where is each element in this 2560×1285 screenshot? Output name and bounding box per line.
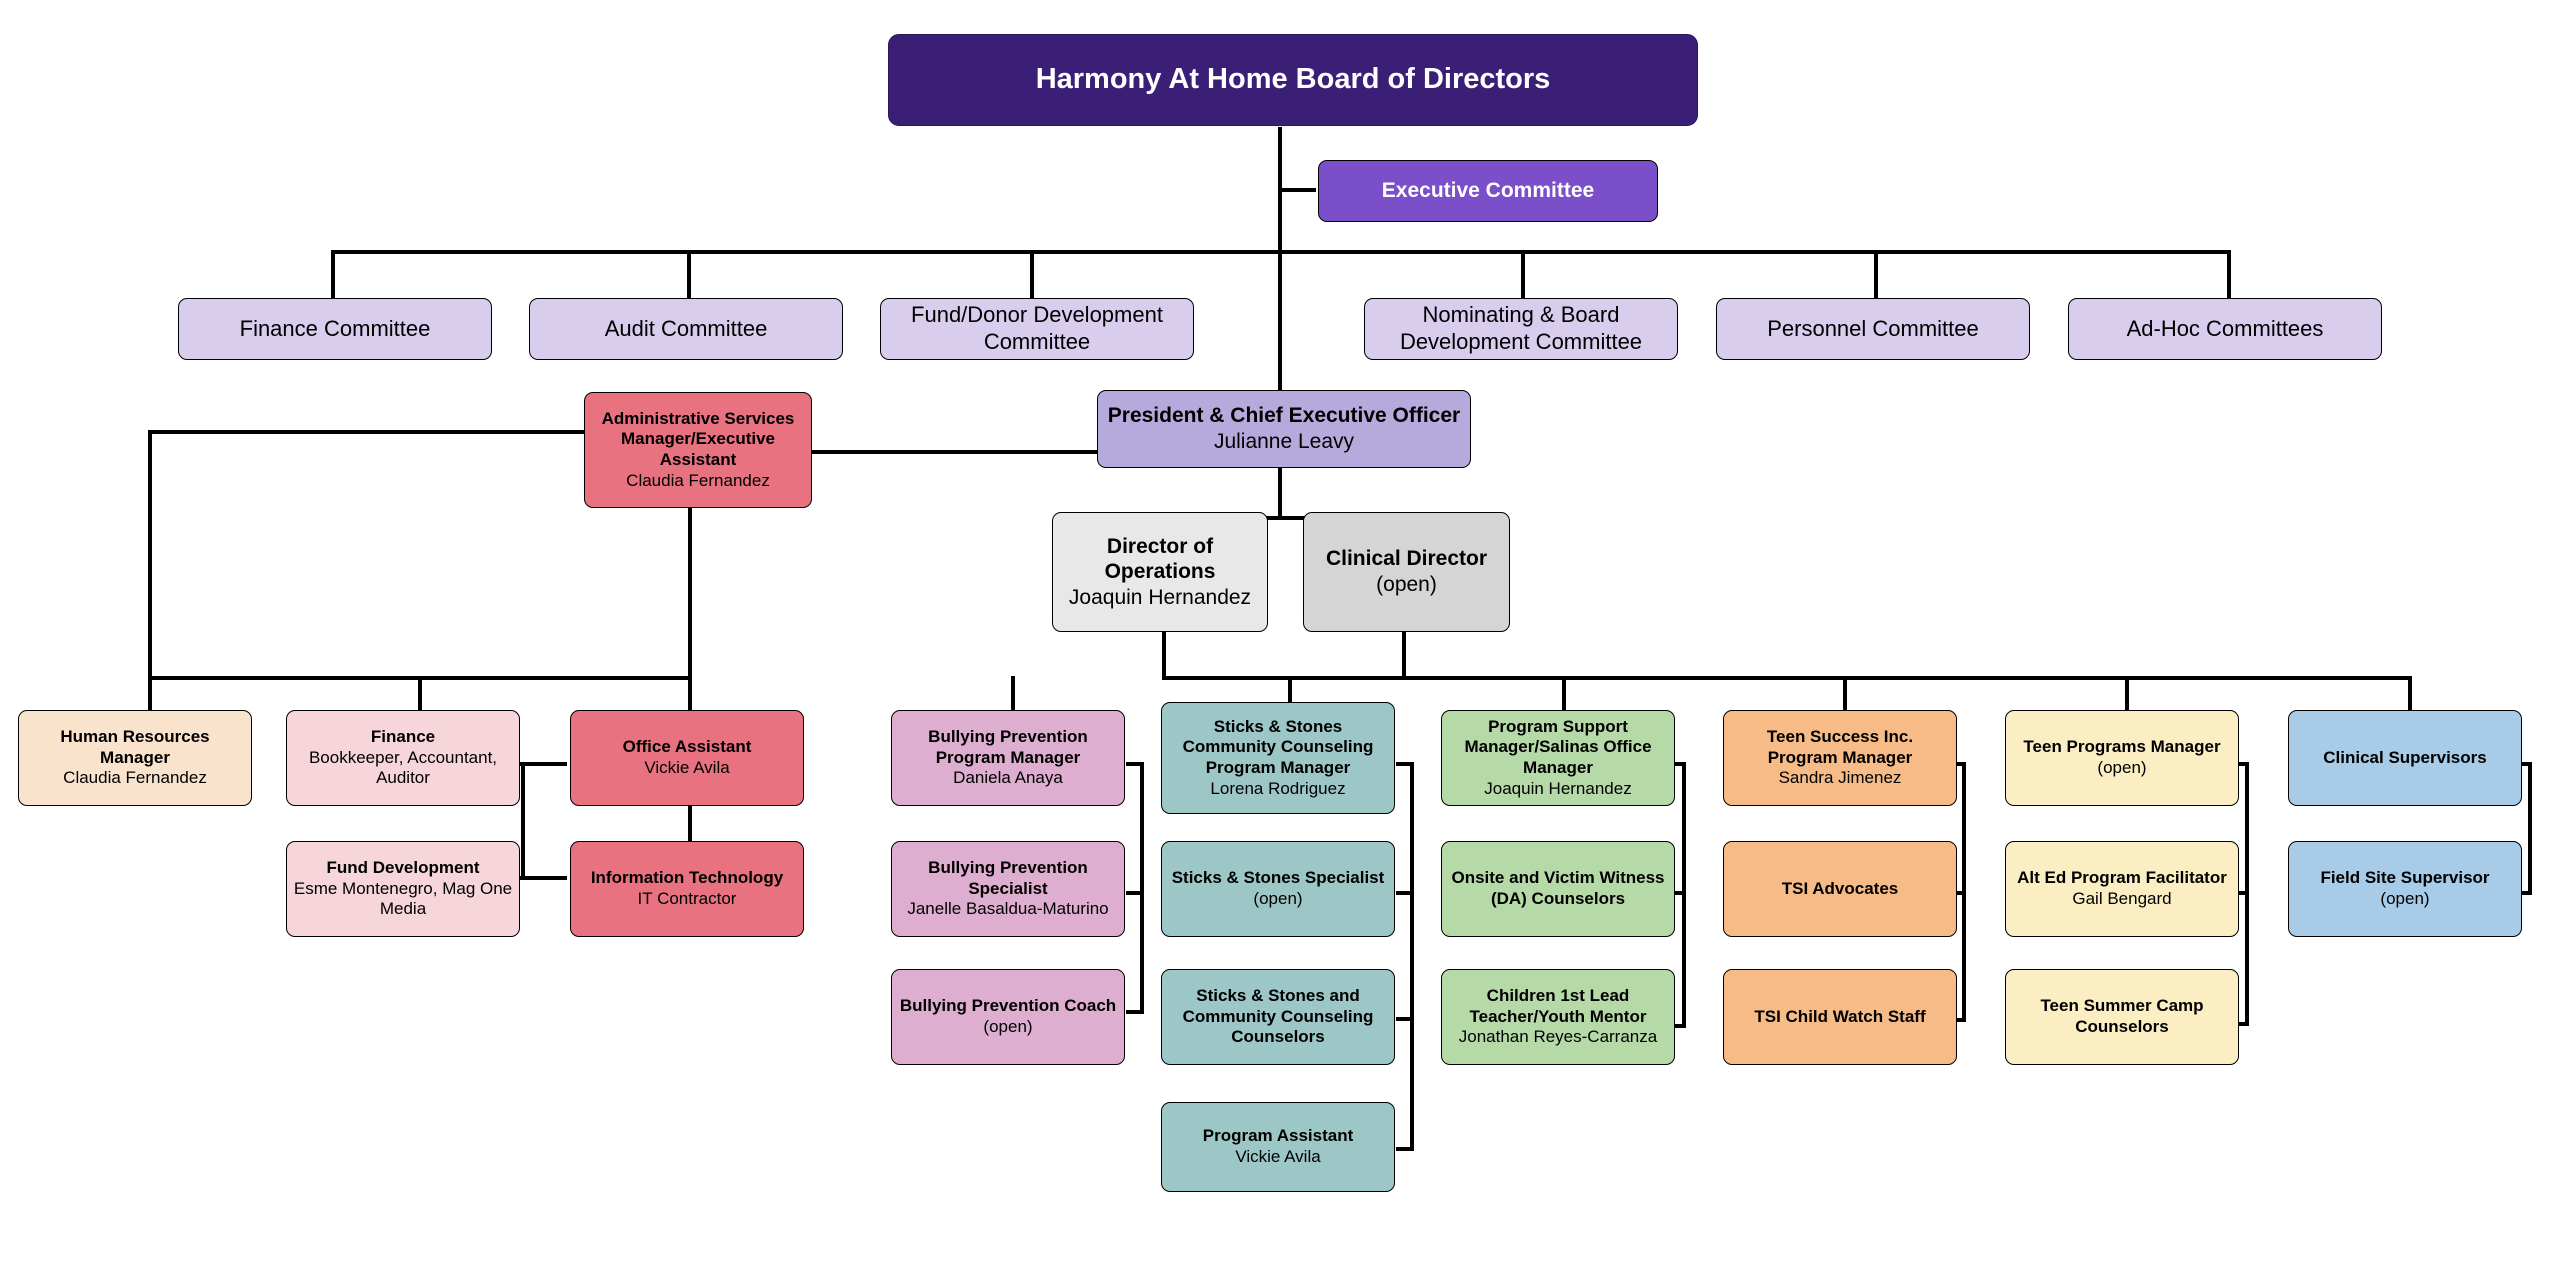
node-tsi-advocates[interactable]: [1723, 841, 1957, 937]
node-title: Alt Ed Program Facilitator: [2017, 868, 2227, 888]
node-person: Vickie Avila: [1235, 1147, 1321, 1166]
node-title: Sticks & Stones and Community Counseling Counselors: [1182, 985, 1374, 1047]
connector-sticks-vert: [1410, 762, 1414, 1150]
node-person: Jonathan Reyes-Carranza: [1458, 1027, 1658, 1047]
node-title: Nominating & Board Development Committee: [1399, 302, 1643, 354]
node-title: Human Resources Manager: [60, 726, 210, 767]
node-person: (open): [983, 1017, 1033, 1036]
node-title: Program Assistant: [1202, 1126, 1354, 1146]
connector-finance-committee: [331, 250, 335, 298]
node-person: IT Contractor: [637, 889, 737, 908]
connector-admin-left-top: [148, 430, 618, 434]
connector-nominating-committee: [1521, 250, 1525, 298]
connector-dirops-stem: [1162, 632, 1166, 678]
node-title: Teen Success Inc. Program Manager: [1766, 726, 1914, 767]
node-title: Clinical Director: [1325, 547, 1488, 571]
node-title: Harmony At Home Board of Directors: [1035, 63, 1551, 96]
node-children-first-lead-teacher[interactable]: [1441, 969, 1675, 1065]
node-nominating-board-development-committee[interactable]: [1364, 298, 1678, 360]
node-office-assistant[interactable]: [570, 710, 804, 806]
node-title: Teen Summer Camp Counselors: [2040, 996, 2204, 1036]
node-person: Claudia Fernandez: [626, 470, 770, 490]
connector-sticks-mgr-right: [1396, 762, 1414, 766]
node-title: Office Assistant: [622, 737, 752, 757]
node-title: Ad-Hoc Committees: [2126, 315, 2324, 341]
node-title: Program Support Manager/Salinas Office Manager: [1464, 716, 1652, 777]
node-person: (open): [1376, 573, 1437, 596]
node-person: Bookkeeper, Accountant, Auditor: [308, 747, 498, 788]
node-adhoc-committees[interactable]: [2068, 298, 2382, 360]
connector-managers-bus: [1162, 676, 2412, 680]
node-sticks-stones-specialist[interactable]: [1161, 841, 1395, 937]
node-title: Finance Committee: [239, 315, 431, 341]
connector-finance-right: [517, 762, 567, 766]
node-title: Fund/Donor Development Committee: [911, 302, 1163, 354]
connector-admin-left-vert: [148, 430, 152, 678]
node-person: Daniela Anaya: [953, 768, 1063, 788]
node-person: Joaquin Hernandez: [1484, 778, 1632, 798]
connector-committee-bus-left: [331, 250, 1282, 254]
node-program-assistant[interactable]: [1161, 1102, 1395, 1192]
node-title: Executive Committee: [1381, 179, 1595, 203]
node-title: Sticks & Stones Community Counseling Program Manager: [1182, 716, 1374, 777]
connector-committee-bus-right: [1278, 250, 2231, 254]
node-title: Finance: [370, 726, 436, 746]
node-bullying-prevention-coach[interactable]: [891, 969, 1125, 1065]
connector-stem-progsupport: [1562, 676, 1566, 710]
node-person: Sandra Jimenez: [1778, 768, 1902, 788]
node-title: President & Chief Executive Officer: [1107, 404, 1461, 428]
connector-stem-bullying: [1011, 676, 1015, 710]
connector-bullying-vert: [1140, 762, 1144, 1012]
node-person: Claudia Fernandez: [63, 768, 207, 788]
connector-adhoc-committee: [2227, 250, 2231, 298]
node-person: Julianne Leavy: [1213, 430, 1355, 453]
node-human-resources-manager[interactable]: [18, 710, 252, 806]
node-person: Lorena Rodriguez: [1210, 778, 1346, 798]
node-finance-committee[interactable]: [178, 298, 492, 360]
node-title: Sticks & Stones Specialist: [1171, 868, 1385, 888]
node-board-of-directors[interactable]: [888, 34, 1698, 126]
node-person: (open): [2380, 889, 2430, 908]
connector-audit-committee: [687, 250, 691, 298]
connector-bullying-spec-right: [1126, 891, 1144, 895]
node-person: Vickie Avila: [644, 758, 730, 777]
node-alt-ed-program-facilitator[interactable]: [2005, 841, 2239, 937]
connector-program-assistant-right: [1396, 1147, 1414, 1151]
connector-fund-right: [517, 876, 567, 880]
node-person: Esme Montenegro, Mag One Media: [293, 878, 513, 919]
node-title: TSI Child Watch Staff: [1754, 1006, 1926, 1026]
node-person: (open): [1253, 889, 1303, 908]
node-title: Onsite and Victim Witness (DA) Counselors: [1451, 868, 1665, 908]
connector-stem-teensuccess: [1843, 676, 1847, 710]
node-executive-committee[interactable]: [1318, 160, 1658, 222]
connector-sticks-spec-right: [1396, 891, 1414, 895]
node-onsite-victim-witness-counselors[interactable]: [1441, 841, 1675, 937]
node-title: Personnel Committee: [1767, 315, 1979, 341]
node-title: TSI Advocates: [1781, 878, 1899, 898]
connector-bullying-mgr-right: [1126, 762, 1144, 766]
node-teen-programs-manager[interactable]: [2005, 710, 2239, 806]
connector-board-trunk: [1278, 127, 1282, 417]
node-title: Bullying Prevention Coach: [899, 996, 1117, 1016]
node-sticks-stones-program-manager[interactable]: [1161, 702, 1395, 814]
connector-stem-finance: [418, 676, 422, 710]
connector-stem-clinicalsup: [2408, 676, 2412, 710]
node-title: Field Site Supervisor: [2320, 868, 2490, 888]
node-clinical-director[interactable]: [1303, 512, 1510, 632]
connector-clinicalsup-vert: [2528, 762, 2532, 894]
node-title: Director of Operations: [1104, 534, 1216, 584]
connector-stem-teenprograms: [2125, 676, 2129, 710]
node-person: Joaquin Hernandez: [1068, 585, 1252, 609]
node-field-site-supervisor[interactable]: [2288, 841, 2522, 937]
node-information-technology[interactable]: [570, 841, 804, 937]
node-bullying-prevention-specialist[interactable]: [891, 841, 1125, 937]
node-person: (open): [2097, 758, 2147, 777]
connector-sticks-couns-right: [1396, 1017, 1414, 1021]
connector-finance-fund-vert: [521, 762, 525, 878]
node-title: Information Technology: [590, 868, 784, 888]
node-title: Bullying Prevention Specialist: [928, 857, 1088, 898]
node-president-ceo[interactable]: [1097, 390, 1471, 468]
node-clinical-supervisors[interactable]: [2288, 710, 2522, 806]
node-tsi-child-watch-staff[interactable]: [1723, 969, 1957, 1065]
connector-bullying-coach-right: [1126, 1010, 1144, 1014]
node-title: Teen Programs Manager: [2023, 737, 2221, 757]
node-title: Administrative Services Manager/Executive Assistant: [601, 408, 795, 469]
connector-fund-committee: [1030, 250, 1034, 298]
node-title: Audit Committee: [604, 315, 768, 341]
connector-ceo-admin: [812, 450, 1097, 454]
node-title: Fund Development: [326, 857, 480, 877]
node-finance[interactable]: [286, 710, 520, 806]
node-title: Children 1st Lead Teacher/Youth Mentor: [1469, 985, 1647, 1026]
node-audit-committee[interactable]: [529, 298, 843, 360]
node-title: Clinical Supervisors: [2323, 747, 2487, 767]
node-administrative-services-manager[interactable]: [584, 392, 812, 508]
connector-stem-office: [688, 676, 692, 710]
connector-stem-hr: [148, 676, 152, 710]
connector-ceo-down: [1278, 466, 1282, 518]
node-sticks-stones-counselors[interactable]: [1161, 969, 1395, 1065]
node-title: Bullying Prevention Program Manager: [928, 726, 1088, 767]
node-fund-donor-development-committee[interactable]: [880, 298, 1194, 360]
connector-board-exec: [1278, 188, 1316, 192]
node-teen-summer-camp-counselors[interactable]: [2005, 969, 2239, 1065]
node-teen-success-program-manager[interactable]: [1723, 710, 1957, 806]
node-fund-development[interactable]: [286, 841, 520, 937]
node-person: Janelle Basaldua-Maturino: [907, 899, 1109, 919]
node-person: Gail Bengard: [2072, 889, 2172, 908]
node-bullying-prevention-program-manager[interactable]: [891, 710, 1125, 806]
node-director-of-operations[interactable]: [1052, 512, 1268, 632]
node-personnel-committee[interactable]: [1716, 298, 2030, 360]
connector-personnel-committee: [1874, 250, 1878, 298]
connector-clindir-stem: [1402, 632, 1406, 678]
node-program-support-manager[interactable]: [1441, 710, 1675, 806]
